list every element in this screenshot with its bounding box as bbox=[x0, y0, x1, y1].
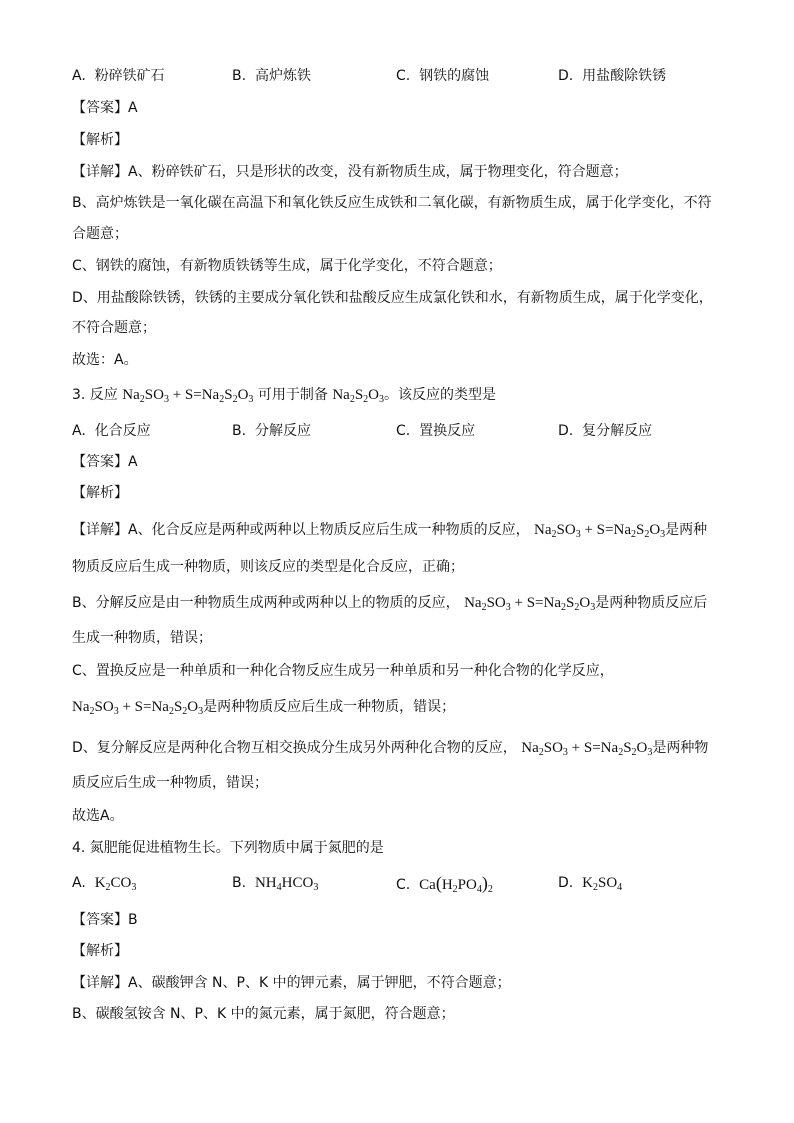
formula-k2so4: $K_2SO_4$ bbox=[582, 875, 623, 893]
q2-conclusion: 故选：A。 bbox=[72, 352, 138, 368]
q2-option-d: D. 用盐酸除铁锈 bbox=[558, 68, 667, 84]
q4-detail-line: B、碳酸氢铵含 N、P、K 中的氮元素，属于氮肥，符合题意； bbox=[72, 1006, 455, 1022]
q3-detail-b-line2: 生成一种物质，错误； bbox=[72, 630, 212, 646]
q3-option-d: D. 复分解反应 bbox=[558, 423, 653, 439]
q3-detail-c-line1: C、置换反应是一种单质和一种化合物反应生成另一种单质和另一种化合物的化学反应， bbox=[72, 663, 614, 679]
q4-detail-line: 【详解】A、碳酸钾含 N、P、K 中的钾元素，属于钾肥，不符合题意； bbox=[72, 975, 511, 991]
equation-na2so3-s: $Na_2SO_3 + S=Na_2S_2O_3$ bbox=[464, 595, 596, 613]
equation-na2so3-s: $Na_2SO_3 + S=Na_2S_2O_3$ bbox=[72, 699, 204, 717]
q2-detail-line: 合题意； bbox=[72, 226, 128, 242]
q3-answer: 【答案】A bbox=[72, 454, 138, 470]
q2-detail-line: D、用盐酸除铁锈，铁锈的主要成分氧化铁和盐酸反应生成氯化铁和水，有新物质生成，属于化学变化， bbox=[72, 290, 713, 306]
formula-na2s2o3: $Na_2S_2O_3$ bbox=[332, 387, 384, 405]
q2-detail-line: 不符合题意； bbox=[72, 320, 156, 336]
formula-ca-h2po4-2: $Ca(H_2PO_4)_2$ bbox=[419, 873, 493, 895]
q3-detail-b-line1: B、分解反应是由一种物质生成两种或两种以上的物质的反应， $Na_2SO_3 + S=Na_2S_2O_3$是两种物质反应后 bbox=[72, 595, 708, 613]
q3-option-c: C. 置换反应 bbox=[396, 423, 476, 439]
q3-detail-d-line1: D、复分解反应是两种化合物互相交换成分生成另外两种化合物的反应， $Na_2SO_3 + S=Na_2S_2O_3$是两种物 bbox=[72, 740, 709, 758]
q3-detail-c-line2: $Na_2SO_3 + S=Na_2S_2O_3$是两种物质反应后生成一种物质，错误； bbox=[72, 699, 456, 717]
q2-option-b: B. 高炉炼铁 bbox=[232, 68, 311, 84]
equation-na2so3-s: $Na_2SO_3 + S=Na_2S_2O_3$ bbox=[521, 740, 653, 758]
q4-option-d: D. $K_2SO_4$ bbox=[558, 875, 623, 893]
q2-detail-line: B、高炉炼铁是一氧化碳在高温下和氧化铁反应生成铁和二氧化碳，有新物质生成，属于化学变化，不符 bbox=[72, 195, 712, 211]
q2-detail-line: 【详解】A、粉碎铁矿石，只是形状的改变，没有新物质生成，属于物理变化，符合题意； bbox=[72, 164, 628, 180]
q3-analysis-label: 【解析】 bbox=[72, 485, 128, 501]
q3-detail-a-line1: 【详解】A、化合反应是两种或两种以上物质反应后生成一种物质的反应， $Na_2SO_3 + S=Na_2S_2O_3$是两种 bbox=[72, 522, 708, 540]
q3-option-a: A. 化合反应 bbox=[72, 423, 151, 439]
q3-stem: 3. 反应 $Na_2SO_3 + S=Na_2S_2O_3$ 可用于制备 $Na_2S_2O_3$。该反应的类型是 bbox=[72, 387, 496, 405]
q3-detail-a-line2: 物质反应后生成一种物质，则该反应的类型是化合反应，正确； bbox=[72, 559, 464, 575]
q4-stem: 4. 氮肥能促进植物生长。下列物质中属于氮肥的是 bbox=[72, 840, 384, 856]
q4-analysis-label: 【解析】 bbox=[72, 943, 128, 959]
q2-answer: 【答案】A bbox=[72, 100, 138, 116]
q3-detail-d-line2: 质反应后生成一种物质，错误； bbox=[72, 775, 268, 791]
q2-detail-line: C、钢铁的腐蚀，有新物质铁锈等生成，属于化学变化，不符合题意； bbox=[72, 258, 502, 274]
equation-na2so3-s: $Na_2SO_3 + S=Na_2S_2O_3$ bbox=[534, 522, 666, 540]
q2-option-a: A. 粉碎铁矿石 bbox=[72, 68, 165, 84]
q2-analysis-label: 【解析】 bbox=[72, 132, 128, 148]
q3-conclusion: 故选A。 bbox=[72, 808, 124, 824]
formula-nh4hco3: $NH_4HCO_3$ bbox=[254, 875, 319, 893]
q4-answer: 【答案】B bbox=[72, 912, 138, 928]
q4-option-c: C. $Ca(H_2PO_4)_2$ bbox=[396, 873, 493, 895]
formula-k2co3: $K_2CO_3$ bbox=[94, 875, 137, 893]
q4-option-a: A. $K_2CO_3$ bbox=[72, 875, 137, 893]
q3-option-b: B. 分解反应 bbox=[232, 423, 311, 439]
equation-na2so3-s: $Na_2SO_3 + S=Na_2S_2O_3$ bbox=[122, 387, 254, 405]
q4-option-b: B. $NH_4HCO_3$ bbox=[232, 875, 319, 893]
q2-option-c: C. 钢铁的腐蚀 bbox=[396, 68, 490, 84]
